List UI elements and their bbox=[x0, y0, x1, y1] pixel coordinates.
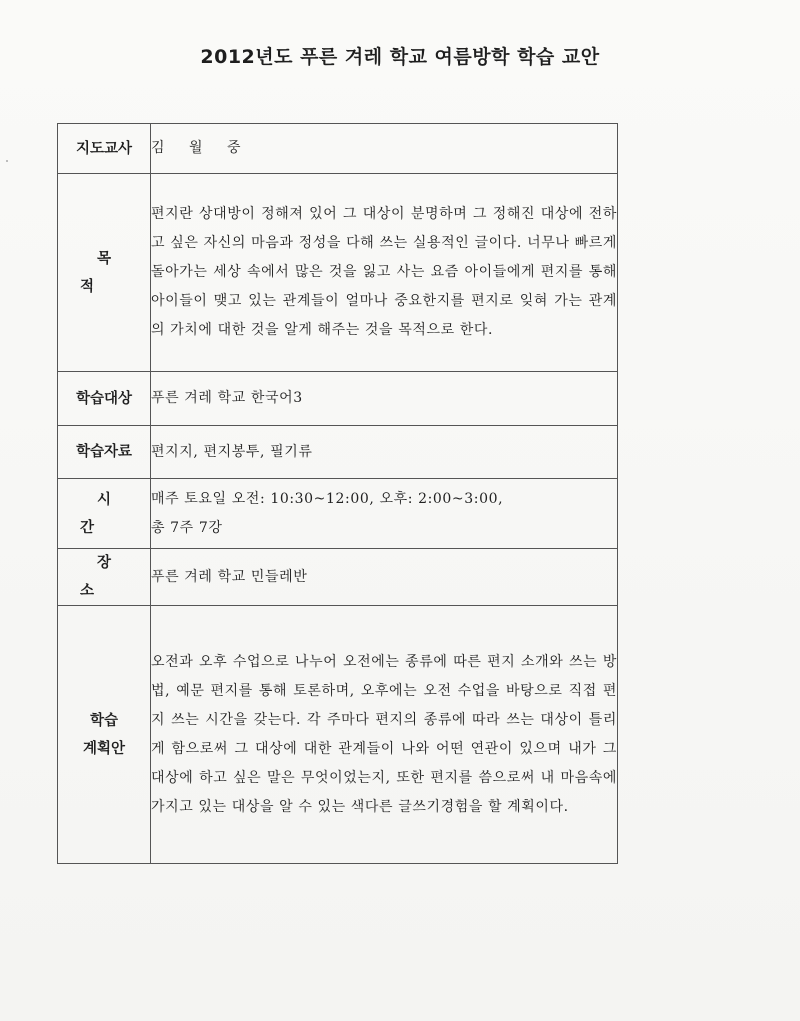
scan-speck bbox=[6, 160, 8, 162]
table-row-purpose bbox=[58, 174, 618, 372]
teacher-name: 김 월 중 bbox=[151, 140, 251, 156]
table-row-plan bbox=[58, 606, 618, 864]
table-row-teacher bbox=[58, 124, 618, 174]
materials-label: 학습자료 bbox=[58, 426, 151, 479]
time-value-line2: 총 7주 7강 bbox=[151, 519, 223, 536]
table-row-time bbox=[58, 479, 618, 549]
table-row-place bbox=[58, 549, 618, 606]
teacher-value bbox=[151, 124, 618, 174]
purpose-value: 편지란 상대방이 정해져 있어 그 대상이 분명하며 그 정해진 대상에 전하고 싶은 자신의 마음과 정성을 다해 쓰는 실용적인 글이다. 너무나 빠르게 돌아가는 세상 속에서 많은 것을 잃고 사는 요즘 아이들에게 편지를 통해 아이들이 맺고 있는 관계들이 얼마나 중요한지를 편지로 잊혀 가는 관계의 가치에 대한 것을 알게 해주는 것을 목적으로 한다. bbox=[151, 174, 618, 372]
table-row-target bbox=[58, 372, 618, 426]
place-value: 푸른 겨레 학교 민들레반 bbox=[151, 549, 618, 606]
time-label-text: 시 간 bbox=[79, 491, 145, 536]
materials-value: 편지지, 편지봉투, 필기류 bbox=[151, 426, 618, 479]
time-value bbox=[151, 479, 618, 549]
document-title: 2012년도 푸른 겨레 학교 여름방학 학습 교안 bbox=[200, 46, 600, 68]
plan-value: 오전과 오후 수업으로 나누어 오전에는 종류에 따른 편지 소개와 쓰는 방법, 예문 편지를 통해 토론하며, 오후에는 오전 수업을 바탕으로 직접 편지 쓰는 시간을 갖는다. 각 주마다 편지의 종류에 따라 쓰는 대상이 틀리게 함으로써 그 대상에 대한 관계들이 나와 어떤 연관이 있으며 내가 그 대상에 하고 싶은 말은 무엇이었는지, 또한 편지를 씀으로써 내 마음속에 가지고 있는 대상을 알 수 있는 색다른 글쓰기경험을 할 계획이다. bbox=[151, 606, 618, 864]
time-label bbox=[58, 479, 151, 549]
plan-label-line1: 학습 bbox=[89, 712, 118, 729]
purpose-label-text: 목 적 bbox=[79, 250, 145, 295]
time-value-line1: 매주 토요일 오전: 10:30~12:00, 오후: 2:00~3:00, bbox=[151, 490, 504, 507]
target-label: 학습대상 bbox=[58, 372, 151, 426]
target-value: 푸른 겨레 학교 한국어3 bbox=[151, 372, 618, 426]
lesson-plan-table bbox=[57, 123, 618, 864]
table-row-materials bbox=[58, 426, 618, 479]
plan-label-line2: 계획안 bbox=[82, 740, 126, 757]
teacher-label: 지도교사 bbox=[58, 124, 151, 174]
purpose-label bbox=[58, 174, 151, 372]
place-label bbox=[58, 549, 151, 606]
place-label-text: 장 소 bbox=[79, 555, 145, 599]
plan-label bbox=[58, 606, 151, 864]
